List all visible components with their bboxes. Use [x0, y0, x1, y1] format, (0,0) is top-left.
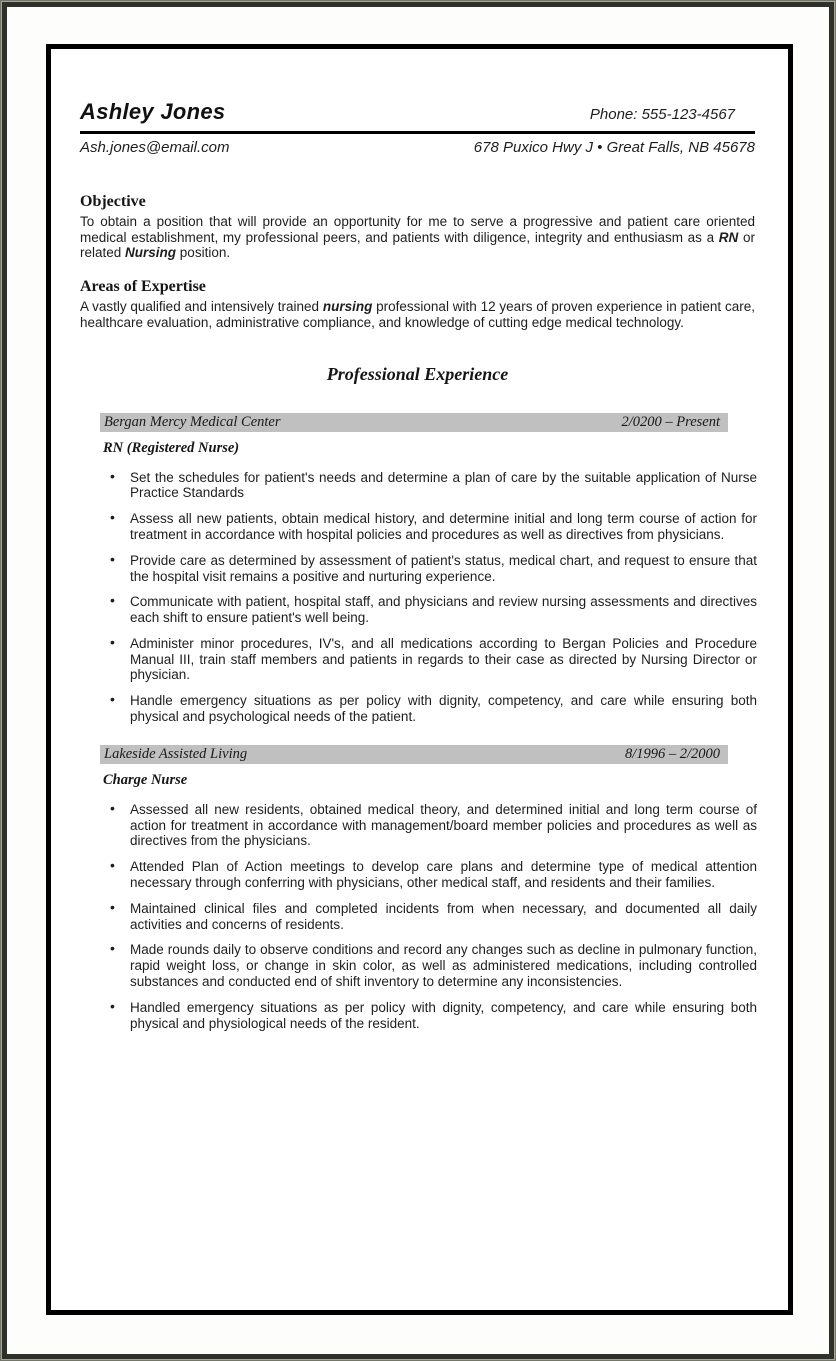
job-entry: [100, 745, 755, 1032]
job-title: RN (Registered Nurse): [103, 439, 240, 456]
paper-margin: [7, 7, 829, 1315]
header-row-2: [80, 138, 755, 157]
scan-inner-frame: [1, 1, 835, 1360]
phone-number: Phone: 555-123-4567: [589, 106, 735, 123]
job-entry: [100, 413, 755, 725]
expertise-heading: Areas of Expertise: [80, 278, 206, 296]
company-name: Bergan Mercy Medical Center: [104, 413, 281, 430]
expertise-text: [80, 299, 755, 330]
bullet-item: • Handle emergency situations as per policy with dignity, competency, and care while ensuring both physical and psychological needs of the patient.: [130, 693, 757, 725]
bullet-list: [100, 802, 757, 1032]
objective-segment: To obtain a position that will provide an opportunity for me to serve a progressive and patient care oriented medical establishment, my professional peers, and patients with diligence, integrity and enthusiasm as a: [80, 214, 755, 245]
bullet-item: • Administer minor procedures, IV's, and all medications according to Bergan Policies and Procedure Manual III, train staff members and patients in regards to their case as directed by Nursing Director or physician.: [130, 636, 757, 683]
employment-dates: 2/0200 – Present: [621, 413, 720, 430]
bullet-item: • Assessed all new residents, obtained medical theory, and determined initial and long term course of action for treatment in accordance with management/board member policies and procedures as well as directives from the physicians.: [130, 802, 757, 849]
employment-dates: 8/1996 – 2/2000: [624, 745, 720, 762]
bullet-item: • Handled emergency situations as per policy with dignity, competency, and care while ensuring both physical and physiological needs of the resident.: [130, 1000, 757, 1032]
objective-segment: position.: [176, 245, 231, 261]
objective-segment-emphasis: Nursing: [125, 245, 177, 261]
bullet-item: • Made rounds daily to observe conditions and record any changes such as decline in pulmonary function, rapid weight loss, or change in skin color, as well as administered medications, including controlled substances and conducted end of shift inventory to determine any inconsistencies.: [130, 942, 757, 989]
postal-address: 678 Puxico Hwy J • Great Falls, NB 45678: [473, 139, 755, 156]
job-header-bar: [100, 413, 728, 432]
header-row-1: [80, 99, 755, 125]
job-title: Charge Nurse: [103, 771, 188, 788]
expertise-segment: A vastly qualified and intensively trained: [80, 299, 323, 315]
bullet-item: • Provide care as determined by assessment of patient's status, medical chart, and request to ensure that the hospital visit remains a positive and nurturing experience.: [130, 553, 757, 585]
objective-segment-emphasis: RN: [718, 229, 739, 245]
objective-segment: or related: [80, 229, 755, 261]
bullet-item: • Assess all new patients, obtain medical history, and determine initial and long term course of action for treatment in accordance with hospital policies and procedures as well as directives from physicians.: [130, 511, 757, 543]
resume-page: [46, 44, 793, 1315]
bullet-item: • Maintained clinical files and completed incidents from when necessary, and documented all daily activities and concerns of residents.: [130, 901, 757, 933]
bullet-item: • Attended Plan of Action meetings to develop care plans and determine type of medical attention necessary through conferring with physicians, other medical staff, and residents and their families.: [130, 859, 757, 891]
expertise-segment-emphasis: nursing: [322, 299, 373, 315]
expertise-segment: professional with 12 years of proven experience in patient care, healthcare evaluation, administrative compliance, and knowledge of cutting edge medical technology.: [80, 299, 755, 330]
email-address: Ash.jones@email.com: [80, 139, 230, 156]
objective-text: [80, 214, 755, 261]
objective-heading: Objective: [80, 193, 146, 210]
job-header-bar: [100, 745, 728, 764]
company-name: Lakeside Assisted Living: [104, 745, 248, 762]
bullet-item: • Set the schedules for patient's needs and determine a plan of care by the suitable application of Nurse Practice Standards: [130, 470, 757, 502]
bullet-list: [100, 470, 757, 725]
expertise-section: [80, 278, 755, 330]
header-rule: [80, 131, 755, 134]
scan-background: [2, 2, 834, 1359]
bullet-item: • Communicate with patient, hospital staff, and physicians and review nursing assessments and directives each shift to ensure patient's well being.: [130, 594, 757, 626]
experience-heading: Professional Experience: [326, 363, 509, 384]
objective-section: [80, 193, 755, 261]
candidate-name: Ashley Jones: [80, 99, 226, 124]
